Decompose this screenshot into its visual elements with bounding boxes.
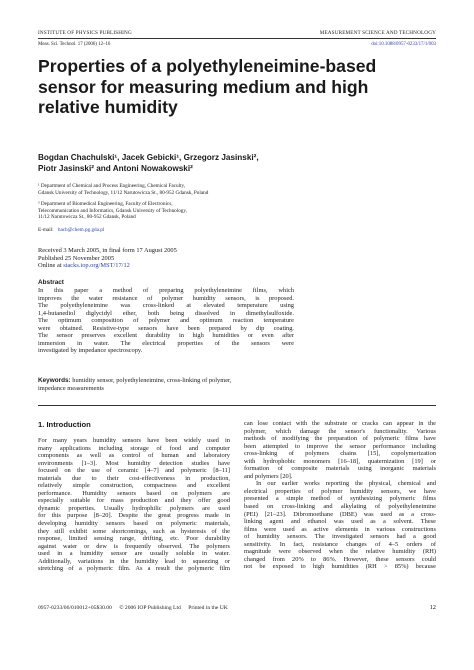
body-line: of humidity sensors. The investigated sensors had a good [244,533,436,541]
affiliation-line: Gdansk University of Technology, 11/12 Narutowicza St., 80-952 Gdansk, Poland [38,189,209,196]
journal-series: MEASUREMENT SCIENCE AND TECHNOLOGY [319,30,436,36]
published-date: Published 25 November 2005 [38,254,115,262]
abstract-line: 1,4-butanediol diglycidyl ether, both being dissolved in dimethylsulfoxide. [38,309,294,317]
body-line: can lose contact with the substrate or cracks can appear in the [244,420,436,427]
abstract-line: In this paper a method of preparing polyethyleneimine films, which [38,287,294,294]
section-rule [38,405,436,406]
body-line: Additionally, variations in the humidity lead to squeezing or [38,557,230,565]
author-list [38,153,398,174]
author-line: Piotr Jasinski² and Antoni Nowakowski² [38,163,193,173]
body-line: (PEI) [21–23]. Dibromoethane (DBE) was used as a cross- [244,510,436,518]
body-line: sensitivity. In fact, resistance changes of 4–5 orders of [244,540,436,548]
footer-printed: Printed in the UK [188,605,228,611]
body-line: relatively simple construction, compactness and excellent [38,482,230,490]
keywords-line: impedance measurements [38,384,104,392]
abstract-line: The sensor preserves excellent durability in high humidities or even after [38,332,294,340]
online-prefix: Online at [38,262,64,270]
body-line: for this purpose [8–20]. Despite the great progress made in [38,512,230,520]
title-line: relative humidity [38,97,178,117]
citation: Meas. Sci. Technol. 17 (2006) 12–16 [38,42,111,47]
header-rule [38,38,436,39]
body-line: been attempted to improve the sensor performance including [244,442,436,450]
body-line: environments [1–3]. Most humidity detection studies have [38,459,230,467]
journal-publisher: INSTITUTE OF PHYSICS PUBLISHING [38,30,132,36]
online-link[interactable]: stacks.iop.org/MST/17/12 [63,262,130,270]
body-line: films were used as active elements in various constructions [244,525,436,533]
body-line: focused on the use of ceramic [4–7] and polymeric [8–11] [38,467,230,475]
body-line: they still exhibit some shortcomings, such as hysteresis of the [38,527,230,535]
abstract-line: The polyethyleneimine was cross-linked at elevated temperature using [38,302,294,310]
affiliation-line: ² Department of Biomedical Engineering, Faculty of Electronics, [38,201,173,207]
body-line: In our earlier works reporting the physical, chemical and [256,480,436,488]
abstract-line: improves the water resistance of polymer humidity sensors, is proposed. [38,294,294,302]
body-line: formation of composite materials using inorganic materials [244,465,436,473]
left-column [38,437,230,573]
email-label: E-mail: [38,227,54,233]
publication-dates [38,247,338,270]
keywords-text: humidity sensor, polyethyleneimine, cross-linking of polymer, [70,377,232,384]
email-link[interactable]: bach@chem.pg.gda.pl [57,227,105,233]
body-line: linking agent and ethanol was used as a solvent. These [244,518,436,526]
title-line: sensor for measuring medium and high [38,76,369,97]
right-column [244,420,436,571]
body-line: presented a simple method of synthesizing polymeric films [244,495,436,503]
body-line: and polymers [20]. [244,472,293,480]
body-line: methods of modifying the preparation of polymeric films have [244,435,436,443]
affiliation-2 [38,201,338,221]
footer-code: 0957-0233/06/010012+05$30.00 [38,605,112,611]
affiliation-line: 11/12 Narutowicza St., 80-952 Gdansk, Poland [38,214,136,221]
title-line: Properties of a polyethyleneimine-based [38,56,377,76]
body-line: performance. Humidity sensors based on polymers are [38,489,230,497]
affiliation-1 [38,183,338,196]
body-line: For many years humidity sensors have been widely used in [38,437,230,444]
body-line: developing humidity sensors based on polymeric materials, [38,520,230,528]
doi-link[interactable]: doi:10.1088/0957-0233/17/1/003 [371,42,436,47]
section-heading: 1. Introduction [38,420,91,429]
body-line: changed from 20% to 86%. However, these sensors could [244,555,436,563]
author-line: Bogdan Chachulski¹, Jacek Gebicki¹, Grzegorz Jasinski², [38,153,259,162]
body-line: cross-linking of polymers chains [15], copolymerization [244,450,436,458]
body-line: especially suitable for mass production and they offer good [38,497,230,505]
paper-title [38,56,418,118]
body-line: polymer, which damage the sensor's functionality. Various [244,427,436,435]
abstract-line: were obtained. Resistive-type sensors have been prepared by dip coating. [38,324,294,332]
body-line: materials due to their cost-effectiveness in production, [38,474,230,482]
affiliation-line: Telecommunication and Informatics, Gdansk University of Technology, [38,207,187,214]
body-line: used in a humidity sensor are usually soluble in water. [38,550,230,558]
body-line: components as well as control of human and laboratory [38,452,230,460]
footer [38,605,228,611]
body-line: stretching of a polymeric film. As a result the polymeric film [38,565,230,573]
footer-copyright: © 2006 IOP Publishing Ltd [119,605,181,611]
abstract-line: immersion in water. The electrical properties of the sensors were [38,339,294,347]
body-line: dynamic properties. Usually hydrophilic polymers are used [38,504,230,512]
body-line: response, limited sensing range, drifting, etc. Poor durability [38,535,230,543]
abstract-line: investigated by impedance spectroscopy. [38,347,143,355]
body-line: based on cross-linking and alkylating of polyethyleneimine [244,503,436,511]
body-line: magnitude were observed when the relative humidity (RH) [244,548,436,556]
online-line [38,262,338,270]
body-line: many applications including storage of food and computer [38,444,230,452]
keywords-line [38,377,294,385]
body-line: with hydrophobic monomers [16–18], quaternization [19] or [244,457,436,465]
affiliation-line: ¹ Department of Chemical and Process Engineering, Chemical Faculty, [38,183,186,189]
received-date: Received 3 March 2005, in final form 17 August 2005 [38,247,177,254]
body-line: against water or dew is frequently observed. The polymers [38,542,230,550]
body-line: electrical properties of polymer humidity sensors, we have [244,487,436,495]
page-number: 12 [429,604,436,611]
abstract-heading: Abstract [38,279,64,286]
abstract-line: The optimum composition of polymer and optimum reaction temperature [38,317,294,325]
keywords-label: Keywords: [38,377,71,384]
email-line [38,227,338,234]
keywords [38,377,294,392]
abstract-text [38,287,294,355]
body-line: not be exposed to high humidities (RH > 85%) because [244,563,436,571]
